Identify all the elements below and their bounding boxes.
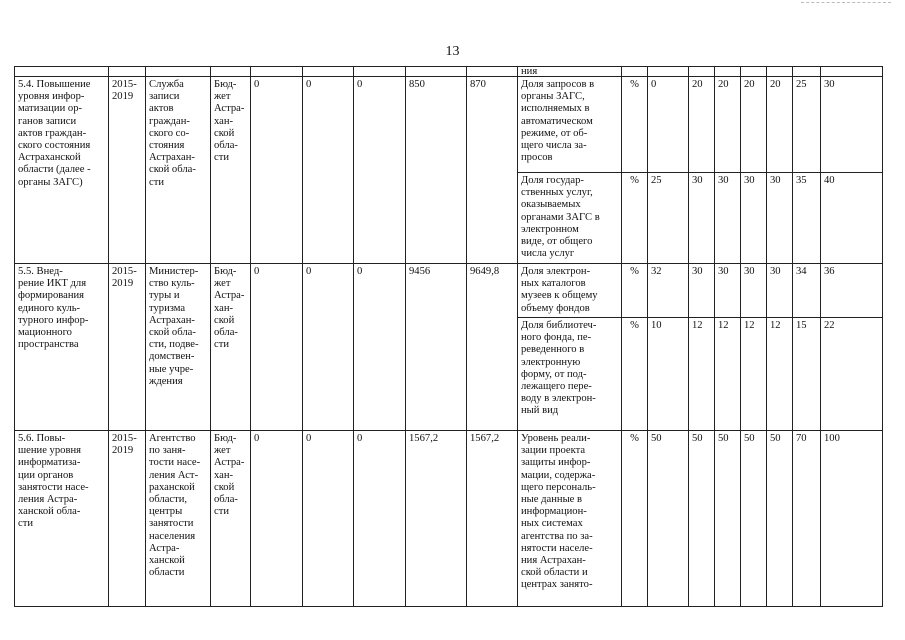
funding-value: 1567,2 xyxy=(467,431,518,607)
indicator-value: 50 xyxy=(715,431,741,607)
table-cell xyxy=(146,67,211,77)
table-row xyxy=(15,264,883,318)
indicator-name: Доля электрон- ных каталогов музеев к общему объему фондов xyxy=(518,264,622,318)
funding-value: 0 xyxy=(303,264,354,431)
indicator-value: 12 xyxy=(715,318,741,431)
page-number: 13 xyxy=(445,44,460,59)
table-cell xyxy=(467,67,518,77)
indicator-continuation: ния xyxy=(518,67,622,77)
indicator-name: Доля библиотеч- ного фонда, пе- реведенного в электронную форму, от под- лежащего пере- воду в электрон- ный вид xyxy=(518,318,622,431)
indicator-value: 12 xyxy=(741,318,767,431)
indicator-value: 12 xyxy=(689,318,715,431)
indicator-value: 20 xyxy=(689,77,715,173)
table-cell xyxy=(15,67,109,77)
indicator-value: 20 xyxy=(715,77,741,173)
indicator-value: 15 xyxy=(793,318,821,431)
indicator-value: 25 xyxy=(793,77,821,173)
indicator-value: 50 xyxy=(648,431,689,607)
indicator-value: 34 xyxy=(793,264,821,318)
table-row xyxy=(15,431,883,607)
funding-source: Бюд- жет Астра- хан- ской обла- сти xyxy=(211,264,251,431)
indicator-value: 30 xyxy=(715,264,741,318)
table-cell xyxy=(354,67,406,77)
funding-value: 0 xyxy=(354,77,406,264)
indicator-value: 35 xyxy=(793,173,821,264)
indicator-value: 70 xyxy=(793,431,821,607)
indicator-value: 30 xyxy=(767,264,793,318)
continuation-row xyxy=(15,67,883,77)
executor: Служба записи актов граждан- ского со- стояния Астрахан- ской обла- сти xyxy=(146,77,211,264)
indicator-value: 30 xyxy=(689,264,715,318)
table-cell xyxy=(715,67,741,77)
indicator-value: 10 xyxy=(648,318,689,431)
indicator-unit: % xyxy=(622,431,648,607)
funding-value: 0 xyxy=(251,77,303,264)
indicator-value: 30 xyxy=(715,173,741,264)
indicator-name: Доля государ- ственных услуг, оказываемых органами ЗАГС в электронном виде, от общего числа услуг xyxy=(518,173,622,264)
period: 2015- 2019 xyxy=(109,264,146,431)
indicator-unit: % xyxy=(622,264,648,318)
executor: Министер- ство куль- туры и туризма Астрахан- ской обла- сти, подве- домствен- ные учре- ждения xyxy=(146,264,211,431)
indicator-value: 36 xyxy=(821,264,883,318)
program-measures-table xyxy=(14,66,883,607)
indicator-value: 32 xyxy=(648,264,689,318)
funding-value: 1567,2 xyxy=(406,431,467,607)
table-cell xyxy=(303,67,354,77)
table-cell xyxy=(767,67,793,77)
indicator-name: Доля запросов в органы ЗАГС, исполняемых в автоматическом режиме, от об- щего числа за- просов xyxy=(518,77,622,173)
period: 2015- 2019 xyxy=(109,77,146,264)
period: 2015- 2019 xyxy=(109,431,146,607)
indicator-name: Уровень реали- зации проекта защиты инфор- мации, содержа- щего персональ- ные данные в информацион- ных системах агентства по за- нятости населе- ния Астрахан- ской области и центрах занято- xyxy=(518,431,622,607)
funding-value: 9456 xyxy=(406,264,467,431)
table-cell xyxy=(622,67,648,77)
measure-name: 5.6. Повы- шение уровня информатиза- ции органов занятости насе- ления Астра- ханской обла- сти xyxy=(15,431,109,607)
scan-artifact-line xyxy=(801,2,891,4)
measure-name: 5.4. Повышение уровня инфор- матизации ор- ганов записи актов граждан- ского состояния Астраханской области (далее - органы ЗАГС) xyxy=(15,77,109,264)
indicator-value: 50 xyxy=(741,431,767,607)
funding-source: Бюд- жет Астра- хан- ской обла- сти xyxy=(211,77,251,264)
table-cell xyxy=(821,67,883,77)
indicator-value: 12 xyxy=(767,318,793,431)
indicator-unit: % xyxy=(622,173,648,264)
table-cell xyxy=(793,67,821,77)
indicator-value: 50 xyxy=(689,431,715,607)
executor: Агентство по заня- тости насе- ления Аст- раханской области, центры занятости населения Астра- ханской области xyxy=(146,431,211,607)
table-cell xyxy=(211,67,251,77)
indicator-unit: % xyxy=(622,318,648,431)
indicator-value: 20 xyxy=(767,77,793,173)
table-row xyxy=(15,77,883,173)
indicator-value: 25 xyxy=(648,173,689,264)
indicator-value: 0 xyxy=(648,77,689,173)
funding-value: 0 xyxy=(354,264,406,431)
indicator-value: 20 xyxy=(741,77,767,173)
indicator-value: 50 xyxy=(767,431,793,607)
indicator-value: 40 xyxy=(821,173,883,264)
funding-value: 0 xyxy=(303,77,354,264)
indicator-value: 30 xyxy=(821,77,883,173)
funding-value: 870 xyxy=(467,77,518,264)
indicator-value: 30 xyxy=(741,264,767,318)
funding-source: Бюд- жет Астра- хан- ской обла- сти xyxy=(211,431,251,607)
indicator-value: 30 xyxy=(767,173,793,264)
funding-value: 9649,8 xyxy=(467,264,518,431)
funding-value: 0 xyxy=(354,431,406,607)
indicator-value: 100 xyxy=(821,431,883,607)
funding-value: 850 xyxy=(406,77,467,264)
funding-value: 0 xyxy=(251,264,303,431)
indicator-unit: % xyxy=(622,77,648,173)
table-cell xyxy=(741,67,767,77)
indicator-value: 30 xyxy=(741,173,767,264)
table-cell xyxy=(406,67,467,77)
funding-value: 0 xyxy=(251,431,303,607)
measure-name: 5.5. Внед- рение ИКТ для формирования единого куль- турного инфор- мационного пространства xyxy=(15,264,109,431)
funding-value: 0 xyxy=(303,431,354,607)
indicator-value: 22 xyxy=(821,318,883,431)
table-cell xyxy=(648,67,689,77)
table-cell xyxy=(251,67,303,77)
table-cell xyxy=(109,67,146,77)
indicator-value: 30 xyxy=(689,173,715,264)
table-cell xyxy=(689,67,715,77)
